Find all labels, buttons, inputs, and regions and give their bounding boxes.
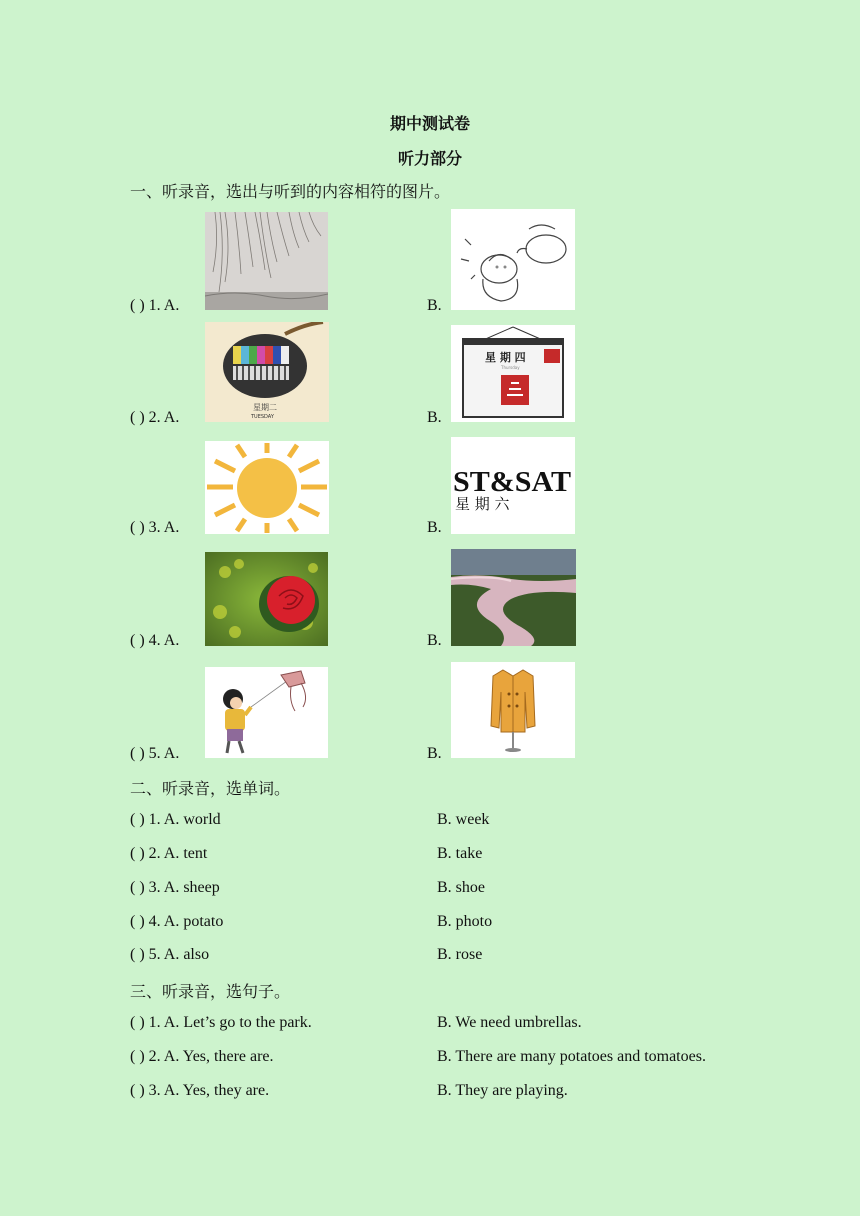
question-2-label: ( ) 2. A. bbox=[130, 409, 180, 426]
word-question-3: ( ) 3. A. sheep bbox=[130, 879, 220, 896]
thursday-en-text: Thursday bbox=[501, 365, 520, 370]
section-2-heading: 二、听录音，选单词。 bbox=[130, 781, 291, 798]
saturday-text-image bbox=[451, 437, 575, 534]
sentence-question-1-option-b: B. We need umbrellas. bbox=[437, 1014, 582, 1031]
question-4-label: ( ) 4. A. bbox=[130, 632, 180, 649]
sentence-question-3: ( ) 3. A. Yes, they are. bbox=[130, 1082, 270, 1099]
word-question-1: ( ) 1. A. world bbox=[130, 811, 221, 828]
sentence-question-2-option-b: B. There are many potatoes and tomatoes. bbox=[437, 1048, 706, 1065]
question-1-label: ( ) 1. A. bbox=[130, 297, 180, 314]
thursday-cn-text: 星 期 四 bbox=[485, 351, 526, 364]
tuesday-tv-image bbox=[205, 322, 329, 422]
saturday-en-text: ST&SAT bbox=[453, 467, 572, 498]
section-1-heading: 一、听录音，选出与听到的内容相符的图片。 bbox=[130, 184, 451, 201]
tuesday-cn-text: 星期二 bbox=[253, 403, 277, 412]
word-question-2: ( ) 2. A. tent bbox=[130, 845, 208, 862]
word-question-5-option-b: B. rose bbox=[437, 946, 483, 963]
wind-blowing-cartoon-image bbox=[451, 209, 575, 310]
sentence-question-3-option-b: B. They are playing. bbox=[437, 1082, 568, 1099]
question-5-option-b: B. bbox=[427, 745, 442, 762]
coat-image bbox=[451, 662, 575, 758]
sun-image bbox=[205, 441, 329, 534]
question-1-option-b: B. bbox=[427, 297, 442, 314]
sentence-question-2: ( ) 2. A. Yes, there are. bbox=[130, 1048, 274, 1065]
word-question-1-option-b: B. week bbox=[437, 811, 490, 828]
question-2-option-b: B. bbox=[427, 409, 442, 426]
question-3-option-b: B. bbox=[427, 519, 442, 536]
willow-rain-image bbox=[205, 212, 328, 310]
tuesday-en-text: TUESDAY bbox=[251, 414, 274, 420]
word-question-3-option-b: B. shoe bbox=[437, 879, 485, 896]
sentence-question-1: ( ) 1. A. Let’s go to the park. bbox=[130, 1014, 312, 1031]
rose-flower-image bbox=[205, 552, 328, 646]
page-subtitle: 听力部分 bbox=[397, 151, 462, 168]
page-title: 期中测试卷 bbox=[389, 116, 470, 133]
river-image bbox=[451, 549, 576, 646]
question-5-label: ( ) 5. A. bbox=[130, 745, 180, 762]
girl-flying-kite-image bbox=[205, 667, 328, 758]
word-question-2-option-b: B. take bbox=[437, 845, 483, 862]
saturday-cn-text: 星 期 六 bbox=[455, 495, 510, 513]
question-4-option-b: B. bbox=[427, 632, 442, 649]
word-question-4-option-b: B. photo bbox=[437, 913, 493, 930]
word-question-4: ( ) 4. A. potato bbox=[130, 913, 224, 930]
section-3-heading: 三、听录音，选句子。 bbox=[130, 984, 291, 1001]
question-3-label: ( ) 3. A. bbox=[130, 519, 180, 536]
thursday-sign-image bbox=[451, 325, 575, 422]
word-question-5: ( ) 5. A. also bbox=[130, 946, 210, 963]
